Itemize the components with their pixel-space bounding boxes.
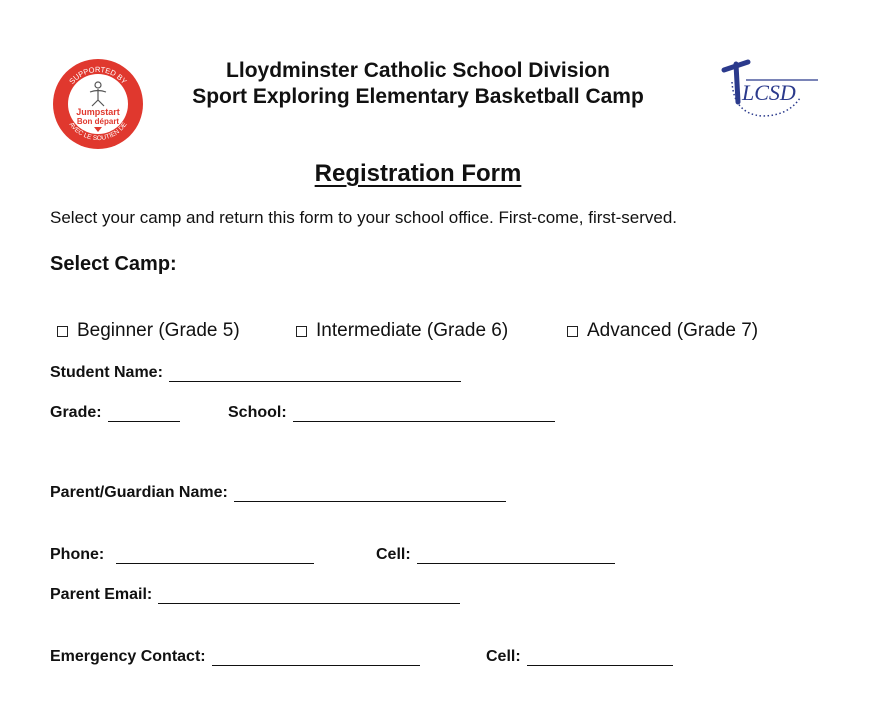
checkbox-icon[interactable] — [296, 326, 307, 337]
instructions-text: Select your camp and return this form to your school office. First-come, first-served. — [50, 208, 678, 227]
camp-option-label: Intermediate (Grade 6) — [316, 320, 509, 341]
logo-name-fr: Bon départ — [76, 117, 120, 126]
emergency-cell-field — [486, 648, 673, 666]
camp-option-label: Advanced (Grade 7) — [587, 320, 759, 341]
lcsd-logo — [718, 58, 822, 128]
form-title: Registration Form — [314, 160, 522, 187]
logo-top-arc-text: SUPPORTED BY — [67, 64, 129, 86]
logo-name-en: Jumpstart — [76, 107, 120, 117]
select-camp-label: Select Camp: — [50, 253, 177, 275]
checkbox-icon[interactable] — [57, 326, 68, 337]
lcsd-logo-text: LCSD — [742, 80, 796, 105]
student-name-field — [50, 364, 461, 382]
phone-field — [50, 546, 314, 564]
parent-email-label: Parent Email: — [50, 586, 153, 603]
student-name-label: Student Name: — [50, 364, 163, 381]
camp-option-intermediate[interactable] — [296, 320, 508, 342]
emergency-contact-field — [50, 648, 420, 666]
logo-bottom-arc-text: AVEC LE SOUTIEN DE — [67, 121, 129, 143]
cell-field — [376, 546, 615, 564]
school-input-line[interactable] — [293, 407, 555, 422]
camp-option-label: Beginner (Grade 5) — [77, 320, 240, 341]
school-division-title: Lloydminster Catholic School Division — [226, 59, 610, 82]
school-field — [228, 404, 555, 422]
cell-input-line[interactable] — [417, 549, 615, 564]
checkbox-icon[interactable] — [567, 326, 578, 337]
emergency-contact-input-line[interactable] — [212, 651, 420, 666]
emergency-cell-input-line[interactable] — [527, 651, 673, 666]
school-label: School: — [228, 404, 287, 421]
camp-option-beginner[interactable] — [57, 320, 240, 342]
parent-email-field — [50, 586, 460, 604]
parent-email-input-line[interactable] — [158, 589, 460, 604]
camp-option-advanced[interactable] — [567, 320, 758, 342]
grade-input-line[interactable] — [108, 407, 180, 422]
phone-label: Phone: — [50, 546, 105, 563]
jumpstart-logo — [52, 58, 144, 150]
emergency-cell-label: Cell: — [486, 648, 521, 665]
cell-label: Cell: — [376, 546, 411, 563]
parent-name-input-line[interactable] — [234, 487, 506, 502]
parent-name-label: Parent/Guardian Name: — [50, 484, 228, 501]
grade-field — [50, 404, 180, 422]
phone-input-line[interactable] — [116, 549, 314, 564]
student-name-input-line[interactable] — [169, 367, 461, 382]
camp-title: Sport Exploring Elementary Basketball Camp — [192, 85, 644, 108]
emergency-contact-label: Emergency Contact: — [50, 648, 206, 665]
parent-name-field — [50, 484, 506, 502]
grade-label: Grade: — [50, 404, 102, 421]
